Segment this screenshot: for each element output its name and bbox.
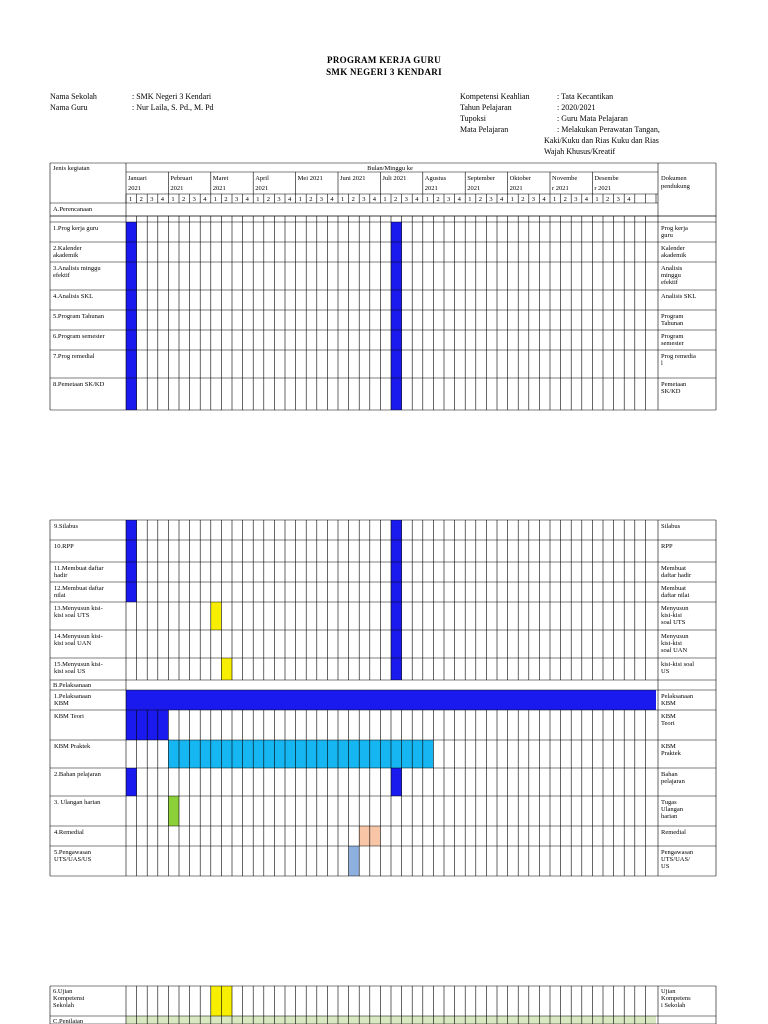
- month-year-label: 2021: [509, 185, 523, 192]
- week-number: 4: [457, 196, 461, 203]
- document-label: Prog kerja: [661, 225, 688, 232]
- activity-label: 3.Analisis minggu: [53, 265, 101, 272]
- document-label: Analisis SKL: [661, 293, 697, 300]
- activity-label: 2.Bahan pelajaran: [54, 771, 101, 778]
- week-number: 4: [160, 196, 165, 203]
- month-label: Januari: [128, 175, 147, 182]
- week-number: 1: [256, 196, 260, 203]
- week-number: 4: [627, 196, 631, 203]
- info-label: Tahun Pelajaran: [460, 103, 512, 112]
- month-label: April: [255, 175, 269, 182]
- week-number: 2: [436, 196, 440, 203]
- activity-label: 1.Prog kerja guru: [53, 225, 99, 232]
- document-label: Analisis: [661, 265, 683, 272]
- yellow-week-fill: [211, 602, 222, 630]
- info-label: Mata Pelajaran: [460, 125, 509, 134]
- document-label: Bahan: [661, 771, 678, 778]
- month-year-label: 2021: [170, 185, 184, 192]
- activity-label: nilai: [54, 592, 66, 599]
- info-value: : Guru Mata Pelajaran: [557, 114, 628, 123]
- month-year-label: r 2021: [552, 185, 569, 192]
- document-label: Pengawasan: [661, 849, 694, 856]
- info-value: : Tata Kecantikan: [557, 92, 614, 101]
- week-number: 1: [425, 196, 430, 203]
- week-number: 2: [266, 196, 271, 203]
- week-number: 1: [510, 196, 514, 203]
- activity-label: efektif: [53, 272, 70, 279]
- document-label: Kompetens: [661, 995, 691, 1002]
- month-label: Oktober: [509, 175, 531, 182]
- week-number: 1: [383, 196, 387, 203]
- activity-label: 7.Prog remedial: [53, 353, 95, 360]
- info-label: Kompetensi Keahlian: [460, 92, 530, 101]
- activity-label: 4.Analisis SKL: [53, 293, 94, 300]
- info-value: : Nur Laila, S. Pd., M. Pd: [132, 103, 214, 112]
- week-number: 2: [351, 196, 355, 203]
- month-year-label: 2021: [467, 185, 481, 192]
- month-label: Juni 2021: [340, 175, 366, 182]
- document-label: semester: [661, 340, 684, 347]
- activity-label: 10.RPP: [54, 543, 74, 550]
- document-label: Program: [661, 333, 684, 340]
- document-label: US: [661, 668, 670, 675]
- document-label: Membuat: [661, 565, 686, 572]
- activity-label: 5.Pengawasan: [54, 849, 92, 856]
- month-label: Novembe: [552, 175, 578, 182]
- document-label: Ujian: [661, 988, 676, 995]
- page-subtitle: SMK NEGERI 3 KENDARI: [326, 67, 442, 77]
- month-year-label: 2021: [424, 185, 438, 192]
- week-number: 4: [203, 196, 207, 203]
- week-number: 2: [478, 196, 483, 203]
- week-number: 2: [521, 196, 525, 203]
- document-label: kisi-kisi: [661, 612, 682, 619]
- section-b-label: B.Pelaksanaan: [53, 682, 92, 689]
- activity-label: KBM: [54, 700, 69, 707]
- jenis-kegiatan-header: Jenis kegiatan: [53, 165, 90, 172]
- month-year-label: 2021: [212, 185, 226, 192]
- document-label: RPP: [661, 543, 673, 550]
- lightblue-praktek-bar: [168, 740, 433, 768]
- section-c-label: C.Penilaian: [53, 1018, 84, 1024]
- blue-week-fill: [126, 540, 137, 602]
- blue-week-fill: [391, 520, 402, 680]
- week-number: 2: [224, 196, 228, 203]
- info-label: Nama Sekolah: [50, 92, 97, 101]
- week-number: 3: [150, 196, 154, 203]
- document-label: daftar nilai: [661, 592, 690, 599]
- document-label: Menyusun: [661, 605, 689, 612]
- week-number: 2: [309, 196, 313, 203]
- document-label: KBM: [661, 700, 676, 707]
- week-number: 3: [616, 196, 620, 203]
- activity-label: 9.Silabus: [54, 523, 79, 530]
- document-label: guru: [661, 232, 673, 239]
- document-label: Tugas: [661, 799, 677, 806]
- activity-label: KBM Teori: [54, 713, 84, 720]
- activity-label: 3. Ulangan harian: [54, 799, 101, 806]
- activity-label: 5.Program Tahunan: [53, 313, 105, 320]
- document-label: Pemetaan: [661, 381, 687, 388]
- week-number: 2: [606, 196, 610, 203]
- document-label: Silabus: [661, 523, 681, 530]
- activity-label: UTS/UAS/US: [54, 856, 92, 863]
- dokumen-pendukung-header: pendukung: [661, 183, 690, 190]
- document-label: KBM: [661, 743, 676, 750]
- document-label: harian: [661, 813, 678, 820]
- activity-label: kisi soal UTS: [54, 612, 90, 619]
- blue-kbm-bar: [126, 690, 656, 710]
- info-value: : SMK Negeri 3 Kendari: [132, 92, 212, 101]
- month-label: Agustus: [424, 175, 447, 182]
- document-label: Remedial: [661, 829, 686, 836]
- document-label: SK/KD: [661, 388, 681, 395]
- week-number: 2: [563, 196, 567, 203]
- page-title: PROGRAM KERJA GURU: [327, 55, 441, 65]
- month-label: Juli 2021: [382, 175, 407, 182]
- document-label: efektif: [661, 279, 678, 286]
- week-number: 4: [415, 196, 419, 203]
- yellow-week-fill: [221, 658, 232, 680]
- week-number: 3: [404, 196, 408, 203]
- activity-label: 2.Kalender: [53, 245, 82, 252]
- blue-week-fill: [391, 768, 402, 796]
- document-label: KBM: [661, 713, 676, 720]
- green-week-fill: [168, 796, 179, 826]
- week-number: 3: [319, 196, 324, 203]
- activity-label: Kompetensi: [53, 995, 85, 1002]
- week-number: 4: [542, 196, 546, 203]
- document-label: UTS/UAS/: [661, 856, 690, 863]
- activity-label: hadir: [54, 572, 68, 579]
- week-number: 3: [489, 196, 493, 203]
- week-number: 4: [288, 196, 292, 203]
- info-subject-line: Wajah Khusus/Kreatif: [544, 147, 616, 156]
- document-label: Praktek: [661, 750, 681, 757]
- document-label: akademik: [661, 252, 687, 259]
- week-number: 4: [372, 196, 377, 203]
- month-label: Maret: [212, 175, 229, 182]
- document-label: l: [661, 360, 663, 367]
- week-number: 4: [330, 196, 334, 203]
- document-label: kisi-kisi soal: [661, 661, 695, 668]
- week-number: 2: [139, 196, 143, 203]
- week-number: 1: [171, 196, 175, 203]
- blue-week-fill: [126, 520, 137, 540]
- activity-label: 15.Menyusun kisi-: [54, 661, 103, 668]
- month-label: Pebruari: [170, 175, 193, 182]
- blue-week-fill: [126, 768, 137, 796]
- week-number: 1: [468, 196, 472, 203]
- document-label: Program: [661, 313, 684, 320]
- document-label: Ulangan: [661, 806, 684, 813]
- info-label: Nama Guru: [50, 103, 88, 112]
- activity-label: kisi soal UAN: [54, 640, 92, 647]
- activity-label: KBM Praktek: [54, 743, 91, 750]
- activity-label: 6.Program semester: [53, 333, 105, 340]
- document-label: Kalender: [661, 245, 685, 252]
- week-number: 3: [277, 196, 281, 203]
- document-label: daftar hadir: [661, 572, 692, 579]
- week-number: 3: [235, 196, 239, 203]
- week-number: 3: [362, 196, 366, 203]
- blue-week-fill: [126, 222, 137, 410]
- document-label: soal UTS: [661, 619, 686, 626]
- document-label: minggu: [661, 272, 681, 279]
- activity-label: kisi soal US: [54, 668, 86, 675]
- week-number: 2: [394, 196, 398, 203]
- info-value: : Melakukan Perawatan Tangan,: [557, 125, 660, 134]
- week-number: 4: [245, 196, 249, 203]
- document-label: Menyusun: [661, 633, 689, 640]
- week-number: 3: [531, 196, 536, 203]
- document-label: pelajaran: [661, 778, 685, 785]
- document-label: Membuat: [661, 585, 686, 592]
- blue-week-fill: [391, 222, 402, 410]
- activity-label: 4.Remedial: [54, 829, 84, 836]
- dokumen-pendukung-header: Dokumen: [661, 175, 687, 182]
- week-number: 1: [341, 196, 345, 203]
- month-label: September: [467, 175, 495, 182]
- activity-label: 6.Ujian: [53, 988, 73, 995]
- bulan-minggu-header: Bulan/Minggu ke: [367, 165, 413, 172]
- steel-week-fill: [349, 846, 360, 876]
- activity-label: 8.Pemetaan SK/KD: [53, 381, 105, 388]
- activity-label: 12.Membuat daftar: [54, 585, 104, 592]
- document-label: Pelaksanaan: [661, 693, 694, 700]
- activity-label: akademik: [53, 252, 79, 259]
- document-label: Teori: [661, 720, 675, 727]
- document-label: kisi-kisi: [661, 640, 682, 647]
- week-number: 1: [213, 196, 218, 203]
- month-label: Desembe: [594, 175, 619, 182]
- info-value: : 2020/2021: [557, 103, 596, 112]
- week-number: 1: [298, 196, 302, 203]
- activity-label: Sekolah: [53, 1002, 74, 1009]
- activity-label: 1.Pelaksanaan: [54, 693, 92, 700]
- document-label: Prog remedia: [661, 353, 696, 360]
- week-number: 1: [553, 196, 557, 203]
- section-a-label: A.Perencanaan: [53, 206, 93, 213]
- week-number: 1: [595, 196, 599, 203]
- month-year-label: 2021: [128, 185, 141, 192]
- info-label: Tupoksi: [460, 114, 486, 123]
- activity-label: 14.Menyusun kisi-: [54, 633, 103, 640]
- document-label: US: [661, 863, 670, 870]
- document-label: Tahunan: [661, 320, 684, 327]
- week-number: 3: [192, 196, 196, 203]
- activity-label: 11.Membuat daftar: [54, 565, 104, 572]
- week-number: 4: [584, 196, 589, 203]
- activity-label: 13.Menyusun kisi-: [54, 605, 103, 612]
- document-label: i Sekolah: [661, 1002, 686, 1009]
- week-number: 3: [447, 196, 451, 203]
- week-number: 2: [182, 196, 186, 203]
- month-label: Mei 2021: [297, 175, 323, 182]
- week-number: 4: [500, 196, 504, 203]
- document-label: soal UAN: [661, 647, 688, 654]
- week-number: 3: [574, 196, 578, 203]
- info-subject-line: Kaki/Kuku dan Rias Kuku dan Rias: [544, 136, 659, 145]
- week-number: 1: [129, 196, 133, 203]
- month-year-label: 2021: [255, 185, 269, 192]
- month-year-label: r 2021: [594, 185, 612, 192]
